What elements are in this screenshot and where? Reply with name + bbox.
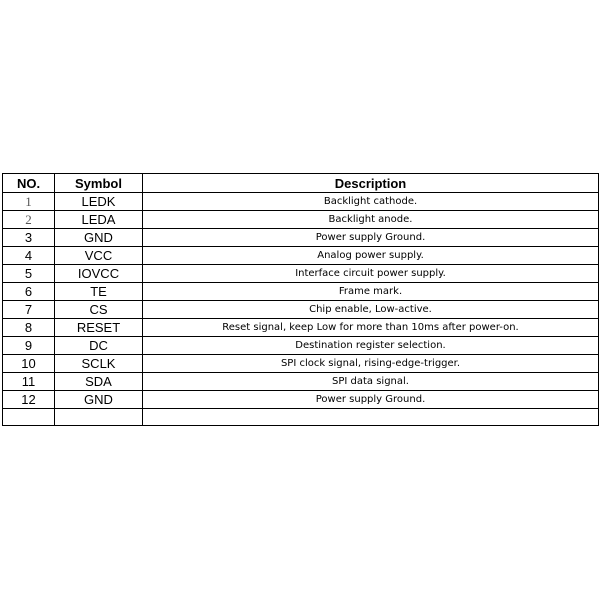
pin-symbol: LEDK	[55, 193, 143, 211]
table-row	[3, 193, 599, 211]
pin-description: SPI data signal.	[143, 373, 599, 391]
pin-symbol: SDA	[55, 373, 143, 391]
pin-symbol: IOVCC	[55, 265, 143, 283]
pin-symbol: LEDA	[55, 211, 143, 229]
pin-number: 9	[3, 337, 55, 355]
pin-number: 11	[3, 373, 55, 391]
table-row	[3, 229, 599, 247]
pin-description: Backlight cathode.	[143, 193, 599, 211]
pin-number: 10	[3, 355, 55, 373]
table-row	[3, 265, 599, 283]
pin-definition-table	[2, 173, 599, 426]
pin-description: Interface circuit power supply.	[143, 265, 599, 283]
pin-number: 7	[3, 301, 55, 319]
header-symbol: Symbol	[55, 174, 143, 193]
pin-symbol: GND	[55, 229, 143, 247]
pin-number: 4	[3, 247, 55, 265]
header-no: NO.	[3, 174, 55, 193]
table-body	[3, 193, 599, 426]
pin-symbol: TE	[55, 283, 143, 301]
pin-description: Power supply Ground.	[143, 391, 599, 409]
pin-number: 12	[3, 391, 55, 409]
table-header	[3, 174, 599, 193]
table-row	[3, 247, 599, 265]
pin-symbol: SCLK	[55, 355, 143, 373]
pin-description: Reset signal, keep Low for more than 10ms after power-on.	[143, 319, 599, 337]
pin-description: Destination register selection.	[143, 337, 599, 355]
pin-symbol: GND	[55, 391, 143, 409]
pin-number: 3	[3, 229, 55, 247]
pin-number: 8	[3, 319, 55, 337]
table-row	[3, 337, 599, 355]
table-row	[3, 301, 599, 319]
pin-symbol: CS	[55, 301, 143, 319]
table-row	[3, 391, 599, 409]
empty-table-row	[3, 409, 599, 426]
pin-symbol: RESET	[55, 319, 143, 337]
table-row	[3, 319, 599, 337]
table-row	[3, 355, 599, 373]
table-row	[3, 283, 599, 301]
pin-symbol: VCC	[55, 247, 143, 265]
pin-number: 5	[3, 265, 55, 283]
table-row	[3, 211, 599, 229]
header-description: Description	[143, 174, 599, 193]
pin-number: 1	[3, 193, 55, 211]
empty-cell	[143, 409, 599, 426]
pin-description: SPI clock signal, rising-edge-trigger.	[143, 355, 599, 373]
pin-description: Chip enable, Low-active.	[143, 301, 599, 319]
empty-cell	[3, 409, 55, 426]
pin-description: Analog power supply.	[143, 247, 599, 265]
pin-description: Backlight anode.	[143, 211, 599, 229]
header-row	[3, 174, 599, 193]
empty-cell	[55, 409, 143, 426]
pin-number: 2	[3, 211, 55, 229]
pin-description: Frame mark.	[143, 283, 599, 301]
pin-description: Power supply Ground.	[143, 229, 599, 247]
pin-number: 6	[3, 283, 55, 301]
pin-symbol: DC	[55, 337, 143, 355]
table-row	[3, 373, 599, 391]
